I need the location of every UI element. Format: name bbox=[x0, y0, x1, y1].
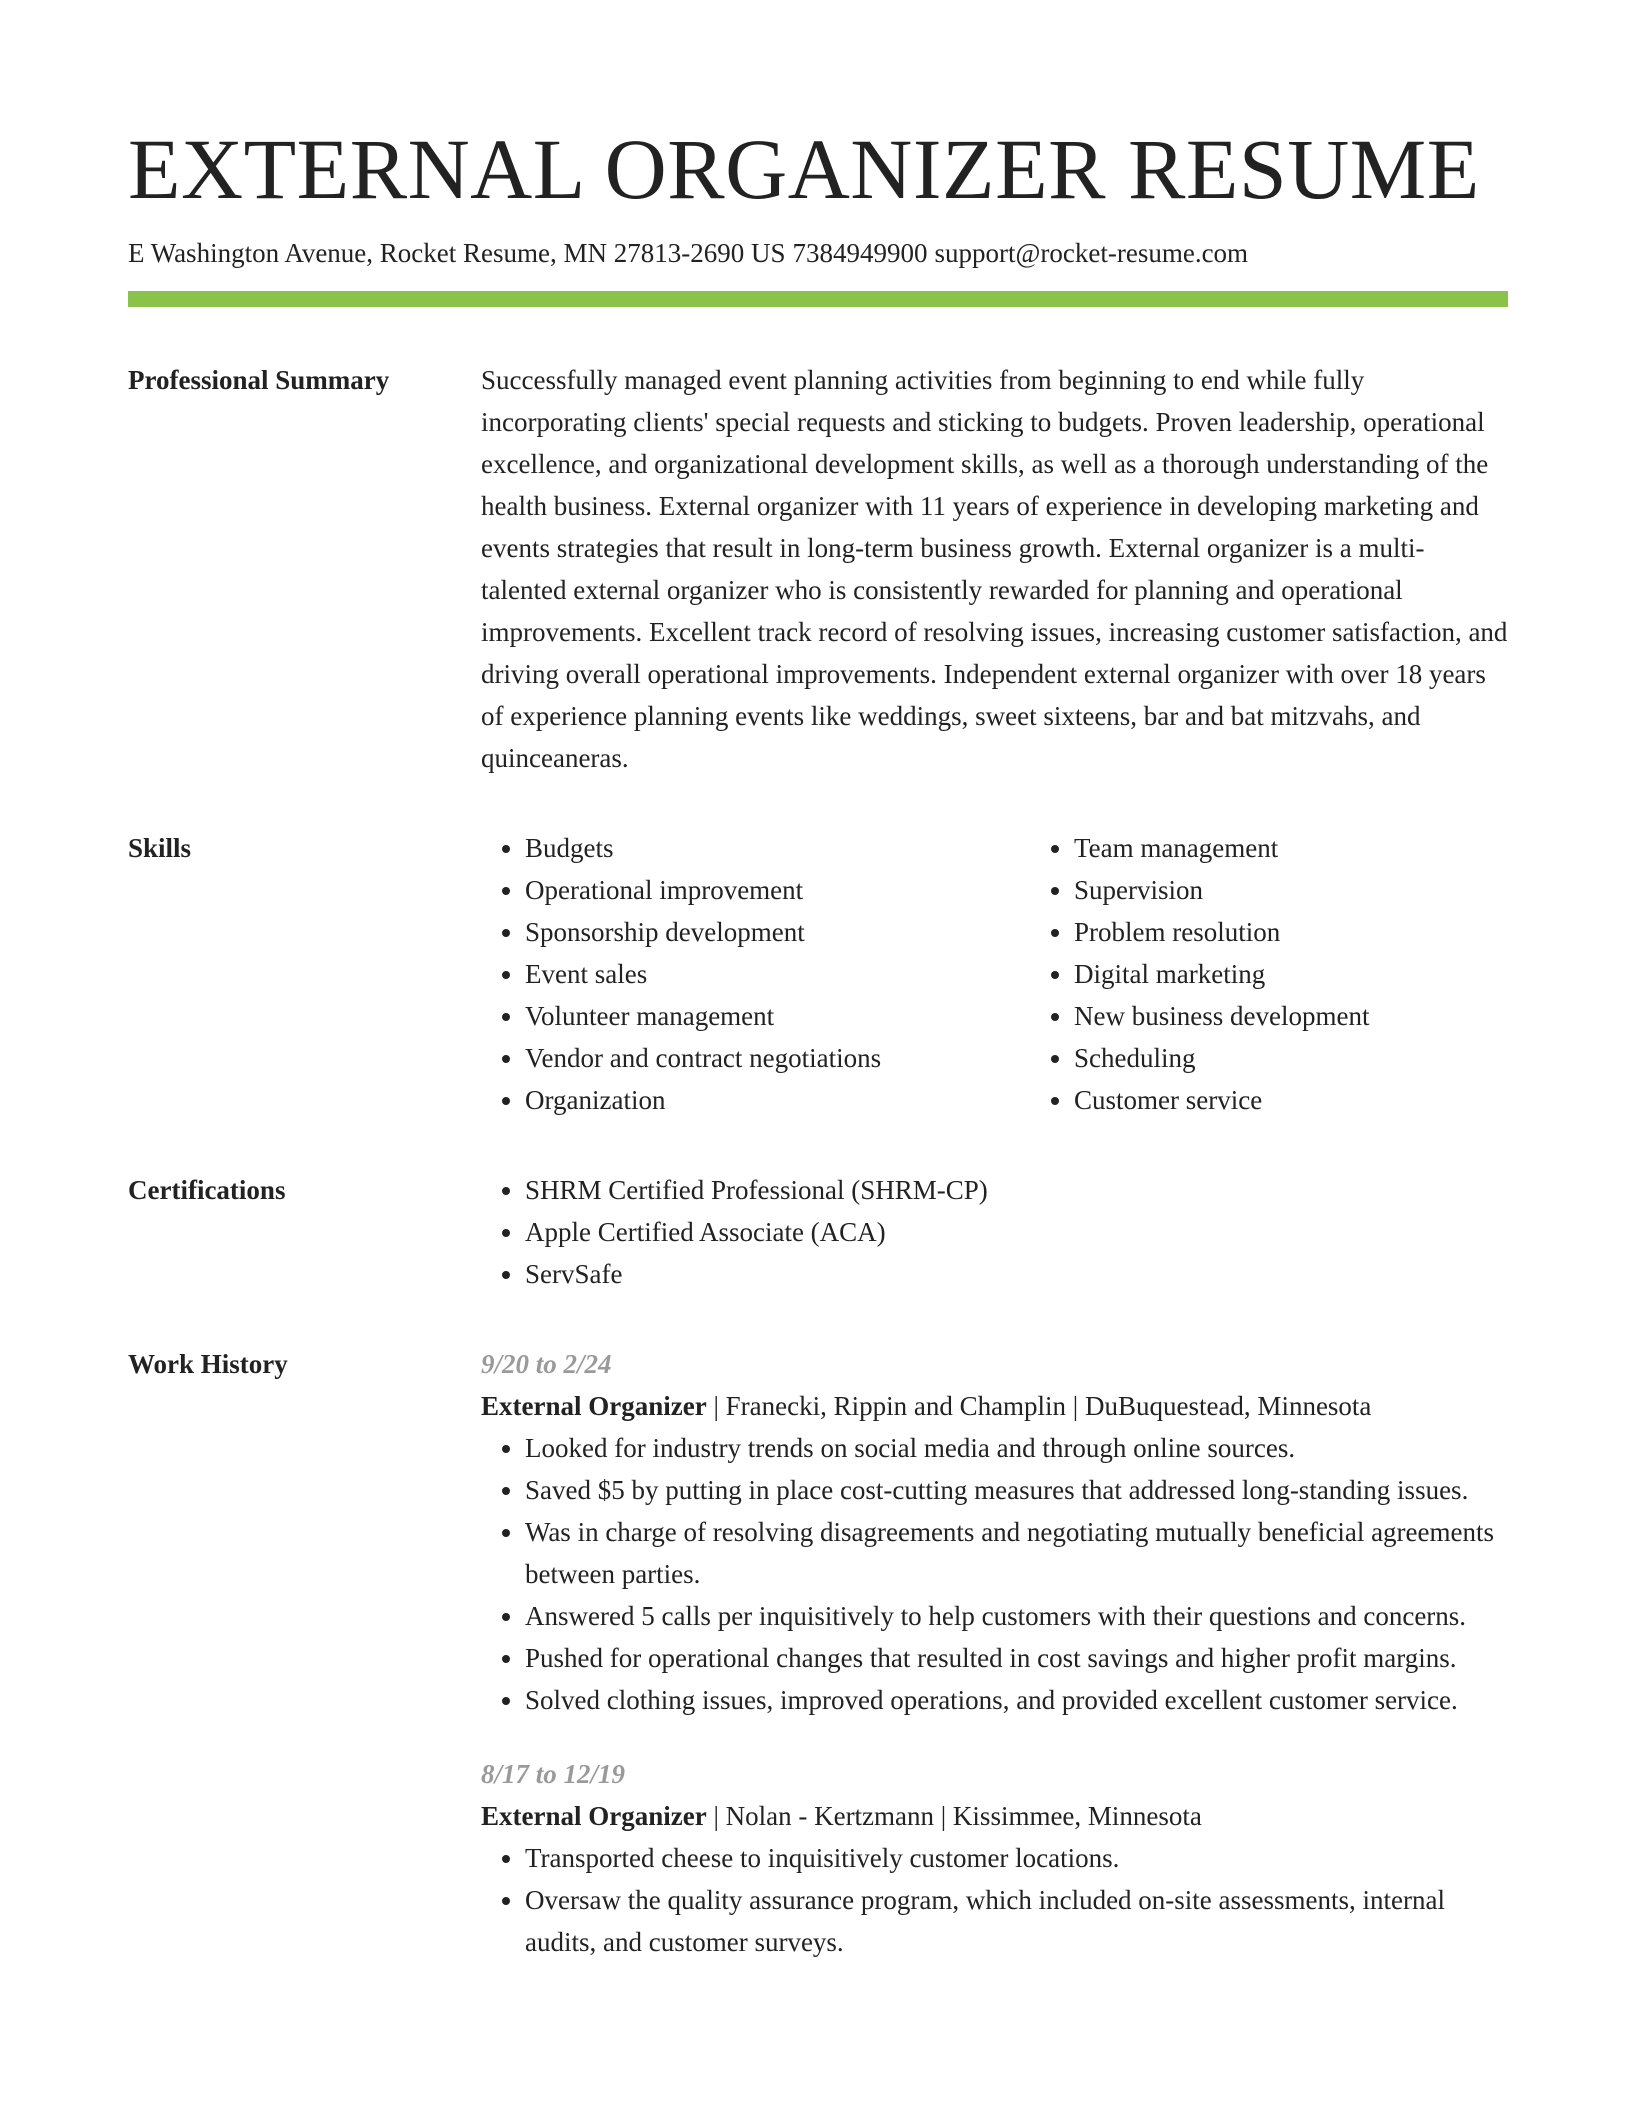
summary-label: Professional Summary bbox=[128, 364, 390, 395]
skills-list-left bbox=[481, 827, 1030, 1121]
job-entry bbox=[481, 1343, 1508, 1721]
skill-item: • Scheduling bbox=[1074, 1037, 1579, 1079]
skills-label: Skills bbox=[128, 832, 192, 863]
job-title: External Organizer bbox=[481, 1390, 707, 1421]
skill-item: • Digital marketing bbox=[1074, 953, 1579, 995]
skills-section bbox=[128, 827, 1508, 1121]
skill-item: • Event sales bbox=[525, 953, 1030, 995]
skill-item: • Volunteer management bbox=[525, 995, 1030, 1037]
skill-item: • Sponsorship development bbox=[525, 911, 1030, 953]
work-history-label: Work History bbox=[128, 1348, 288, 1379]
job-bullets bbox=[481, 1427, 1508, 1721]
skill-item: • Supervision bbox=[1074, 869, 1579, 911]
job-bullets bbox=[481, 1837, 1508, 1963]
certification-item: • ServSafe bbox=[525, 1253, 1508, 1295]
skills-list-right bbox=[1030, 827, 1579, 1121]
contact-line bbox=[128, 237, 1508, 271]
job-bullet: • Answered 5 calls per inquisitively to help customers with their questions and concerns. bbox=[525, 1595, 1508, 1637]
certification-item: • Apple Certified Associate (ACA) bbox=[525, 1211, 1508, 1253]
job-dates: 9/20 to 2/24 bbox=[481, 1348, 612, 1379]
work-history-section bbox=[128, 1343, 1508, 1963]
job-title: External Organizer bbox=[481, 1800, 707, 1831]
skill-item: • Operational improvement bbox=[525, 869, 1030, 911]
skill-item: • Organization bbox=[525, 1079, 1030, 1121]
certification-item: • SHRM Certified Professional (SHRM-CP) bbox=[525, 1169, 1508, 1211]
job-bullet: • Pushed for operational changes that resulted in cost savings and higher profit margins. bbox=[525, 1637, 1508, 1679]
job-entry bbox=[481, 1753, 1508, 1963]
job-bullet: • Saved $5 by putting in place cost-cutting measures that addressed long-standing issues. bbox=[525, 1469, 1508, 1511]
skill-item: • Team management bbox=[1074, 827, 1579, 869]
skill-item: • Vendor and contract negotiations bbox=[525, 1037, 1030, 1079]
job-bullet: • Looked for industry trends on social media and through online sources. bbox=[525, 1427, 1508, 1469]
contact-email: support@rocket-resume.com bbox=[934, 238, 1249, 268]
job-bullet: • Oversaw the quality assurance program, which included on-site assessments, internal audits, and customer surveys. bbox=[525, 1879, 1508, 1963]
job-bullet: • Transported cheese to inquisitively customer locations. bbox=[525, 1837, 1508, 1879]
job-header bbox=[481, 1795, 1508, 1837]
job-dates: 8/17 to 12/19 bbox=[481, 1758, 626, 1789]
resume-title: EXTERNAL ORGANIZER RESUME bbox=[128, 121, 1480, 217]
skill-item: • Problem resolution bbox=[1074, 911, 1579, 953]
skill-item: • Budgets bbox=[525, 827, 1030, 869]
certifications-section bbox=[128, 1169, 1508, 1295]
job-header bbox=[481, 1385, 1508, 1427]
jobs-container bbox=[481, 1343, 1508, 1963]
contact-phone: 7384949900 bbox=[792, 238, 928, 268]
accent-rule bbox=[128, 291, 1508, 307]
summary-section bbox=[128, 359, 1508, 779]
certifications-label: Certifications bbox=[128, 1174, 286, 1205]
job-company-location: | Franecki, Rippin and Champlin | DuBuquestead, Minnesota bbox=[706, 1390, 1372, 1421]
summary-text: Successfully managed event planning activities from beginning to end while fully incorporating clients' special requests and sticking to budgets. Proven leadership, operational excellence, and organizational development skills, as well as a thorough understanding of the health business. External organizer with 11 years of experience in developing marketing and events strategies that result in long-term business growth. External organizer is a multi-talented external organizer who is consistently rewarded for planning and operational improvements. Excellent track record of resolving issues, increasing customer satisfaction, and driving overall operational improvements. Independent external organizer with over 18 years of experience planning events like weddings, sweet sixteens, bar and bat mitzvahs, and quinceaneras. bbox=[481, 364, 1508, 773]
job-bullet: • Solved clothing issues, improved operations, and provided excellent customer service. bbox=[525, 1679, 1508, 1721]
job-company-location: | Nolan - Kertzmann | Kissimmee, Minnesota bbox=[706, 1800, 1202, 1831]
skill-item: • Customer service bbox=[1074, 1079, 1579, 1121]
job-bullet: • Was in charge of resolving disagreements and negotiating mutually beneficial agreements between parties. bbox=[525, 1511, 1508, 1595]
contact-address: E Washington Avenue, Rocket Resume, MN 27813-2690 US bbox=[128, 238, 786, 268]
skill-item: • New business development bbox=[1074, 995, 1579, 1037]
certifications-list bbox=[481, 1169, 1508, 1295]
